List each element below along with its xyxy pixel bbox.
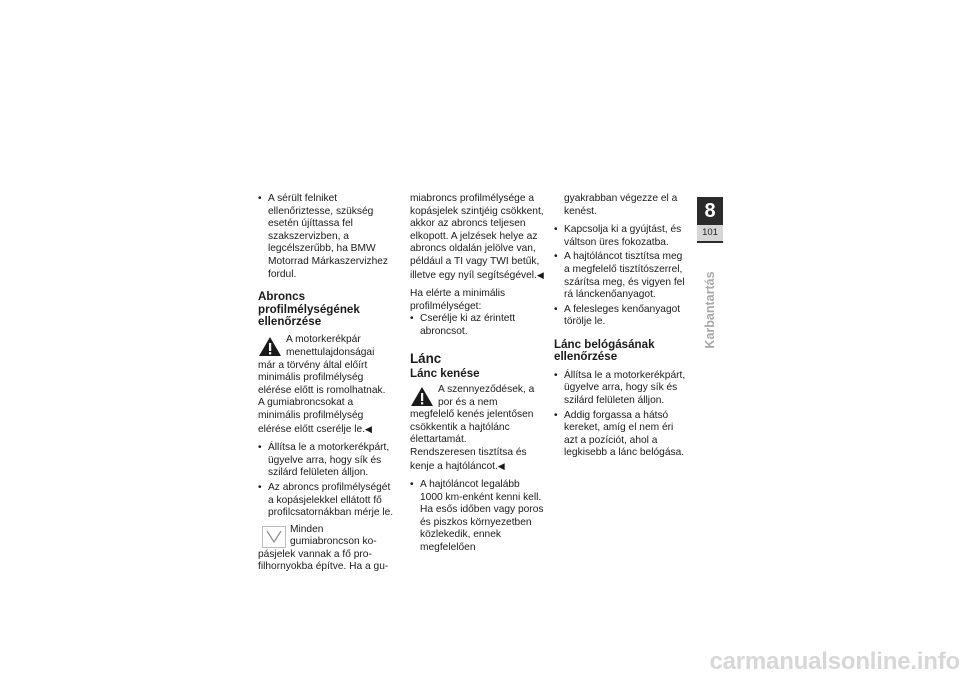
watermark: carmanualsonline.info bbox=[709, 648, 960, 675]
end-mark: ◀ bbox=[536, 269, 544, 280]
bullet-replace-tire: • Cserélje ki az érintett abroncsot. bbox=[410, 313, 544, 338]
tire-wear-text: miabroncs profilmélysége a kopásjelek szintjéig csökkent, akkor az abroncs teljesen elkopott. A jelzések helye az abroncs oldalán jelölve van, például a TI vagy TWI betűk, illetve egy nyíl segítségével. bbox=[410, 193, 544, 281]
column-1 bbox=[258, 193, 394, 574]
end-mark: ◀ bbox=[365, 423, 372, 434]
warning-text-chain: A szennyeződések, a por és a nem megfelelő kenés jelentősen csökkentik a hajtólánc élettartamát. bbox=[410, 383, 535, 446]
bullet-clean-chain: • A hajtóláncot tisztítsa meg a megfelelő tisztítószerrel, szárítsa meg, és vigyen fel rá lánckenőanyagot. bbox=[554, 251, 688, 301]
rim-bullet: • A sérült felniket ellenőriztesse, szükség esetén újíttassa fel szakszervizben, a legcélszerűbb, ha BMW Motorrad Márkaszervizhez fordul. bbox=[258, 193, 394, 281]
bullet-ignition: • Kapcsolja ki a gyújtást, és váltson üres fokozatba. bbox=[554, 224, 688, 249]
warning-text-chain-2: Rendszeresen tisztítsa és kenje a hajtóláncot. bbox=[410, 446, 527, 472]
bullet-park: • Állítsa le a motorkerékpárt, ügyelve arra, hogy sík és szilárd felületen álljon. bbox=[258, 442, 394, 480]
section-label bbox=[701, 265, 719, 355]
chapter-number: 8 bbox=[704, 200, 716, 222]
bullet-measure: • Az abroncs profilmélységét a kopásjelekkel ellátott fő profilcsatornákban mérje le. bbox=[258, 482, 394, 520]
heading-chain-slack: Lánc belógásának ellenőrzése bbox=[554, 337, 655, 364]
warning-block-chain bbox=[410, 384, 544, 447]
section-label-text: Karbantartás bbox=[703, 271, 717, 349]
note-arrow-icon bbox=[262, 526, 286, 548]
bullet-wipe: • A felesleges kenőanyagot törölje le. bbox=[554, 304, 688, 329]
lube-cont-text: gyakrabban végezze el a kenést. bbox=[564, 193, 678, 217]
column-2 bbox=[410, 193, 544, 557]
note-text-tire: Minden gumiabroncson kopásjelek vannak a fő profilhornyokba építve. Ha a gu- bbox=[258, 523, 389, 573]
heading-tire-tread-check: Abroncs profilmélységének ellenőrzése bbox=[258, 290, 360, 328]
warning-text-tire: A motorkerékpár menettulajdonságai már a törvény által előírt minimális profilmélység elérése előtt is romolhatnak. bbox=[258, 334, 386, 396]
heading-chain-lube: Lánc kenése bbox=[410, 366, 480, 380]
warning-triangle-icon bbox=[410, 386, 434, 407]
min-tread-text: Ha elérte a minimális profilmélységet: bbox=[410, 288, 506, 312]
bullet-park-2: • Állítsa le a motorkerékpárt, ügyelve arra, hogy sík és szilárd felületen álljon. bbox=[554, 370, 688, 408]
warning-text-tire-2: A gumiabroncsokat a minimális profilmélység elérése előtt cserélje le. bbox=[258, 397, 366, 435]
page-number: 101 bbox=[697, 225, 723, 241]
warning-block-tire bbox=[258, 334, 394, 397]
bullet-lube-interval: • A hajtóláncot legalább 1000 km-enként kenni kell. Ha esős időben vagy poros és piszkos környezetben közlekedik, ennek megfelelően bbox=[410, 479, 544, 555]
end-mark: ◀ bbox=[497, 460, 505, 471]
bullet-rotate-wheel: • Addig forgassa a hátsó kereket, amíg el nem éri azt a pozíciót, ahol a legkisebb a lánc belógása. bbox=[554, 410, 688, 460]
heading-chain: Lánc bbox=[410, 350, 442, 366]
note-block-tire bbox=[258, 524, 394, 574]
chapter-tab bbox=[697, 197, 723, 243]
column-3 bbox=[554, 193, 688, 462]
warning-triangle-icon bbox=[258, 336, 282, 357]
